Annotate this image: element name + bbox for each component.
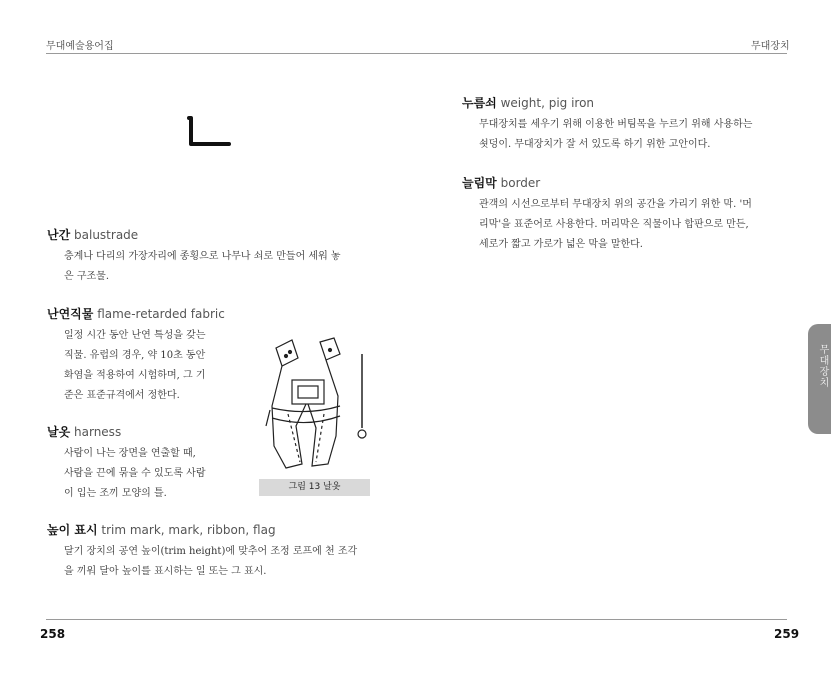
- definition-line: 을 끼워 달아 높이를 표시하는 일 또는 그 표시.: [64, 566, 267, 577]
- entry-english: balustrade: [74, 228, 139, 242]
- definition-line: 사람을 끈에 묶을 수 있도록 사람: [64, 468, 206, 479]
- entry-term: 늘림막: [462, 176, 497, 190]
- header-rule: [46, 53, 787, 54]
- definition-line: 쇳덩이. 무대장치가 잘 서 있도록 하기 위한 고안이다.: [479, 139, 711, 150]
- entry-harness: [47, 424, 257, 504]
- harness-illustration: [262, 336, 372, 478]
- entry-definition: [479, 115, 792, 155]
- definition-line: 일정 시간 동안 난연 특성을 갖는: [64, 330, 206, 341]
- entry-english: weight, pig iron: [500, 96, 595, 110]
- section-thumb-tab[interactable]: [808, 324, 831, 434]
- entry-term: 날옷: [47, 425, 71, 439]
- definition-line: 화염을 적용하여 시험하며, 그 기: [64, 370, 206, 381]
- page-number-right: 259: [774, 627, 800, 641]
- entry-trim-mark: [47, 522, 387, 582]
- entry-definition: [64, 247, 377, 287]
- chapter-letter-nieun: [183, 112, 237, 152]
- footer-rule: [46, 619, 787, 620]
- entry-definition: [64, 326, 257, 406]
- definition-line: 리막'을 표준어로 사용한다. 머리막은 직물이나 합판으로 만든,: [479, 219, 749, 230]
- entry-border: [462, 175, 792, 255]
- entry-english: trim mark, mark, ribbon, flag: [101, 523, 276, 537]
- entry-definition: [64, 542, 387, 582]
- definition-line: 무대장치를 세우기 위해 이용한 버팀목을 누르기 위해 사용하는: [479, 119, 753, 130]
- definition-line: 세로가 짧고 가로가 넓은 막을 말한다.: [479, 239, 643, 250]
- definition-line: 직물. 유럽의 경우, 약 10초 동안: [64, 350, 206, 361]
- definition-line: 사람이 나는 장면을 연출할 때,: [64, 448, 196, 459]
- entry-term: 난간: [47, 228, 71, 242]
- definition-line: 은 구조물.: [64, 271, 109, 282]
- definition-line: 층계나 다리의 가장자리에 종횡으로 나무나 쇠로 만들어 세워 놓: [64, 251, 341, 262]
- definition-line: 준은 표준규격에서 정한다.: [64, 390, 180, 401]
- definition-line: 이 입는 조끼 모양의 틀.: [64, 488, 167, 499]
- section-tab-label: 무대장치: [817, 344, 828, 388]
- entry-english: harness: [74, 425, 122, 439]
- entry-english: border: [500, 176, 541, 190]
- page-number-left: 258: [40, 627, 66, 641]
- entry-flame-retarded-fabric: [47, 306, 257, 406]
- definition-line: 관객의 시선으로부터 무대장치 위의 공간을 가리기 위한 막. '머: [479, 199, 752, 210]
- running-header-left: 무대예술용어집: [46, 41, 114, 52]
- entry-term: 누름쇠: [462, 96, 497, 110]
- figure-caption: 그림 13 날옷: [259, 479, 370, 496]
- definition-line: 달기 장치의 공연 높이(trim height)에 맞추어 조정 로프에 천 조각: [64, 546, 358, 557]
- entry-term: 난연직물: [47, 307, 94, 321]
- entry-definition: [479, 195, 792, 255]
- running-header-right: 무대장치: [751, 41, 790, 52]
- entry-balustrade: [47, 227, 377, 287]
- entry-term: 높이 표시: [47, 523, 98, 537]
- entry-english: flame-retarded fabric: [97, 307, 225, 321]
- entry-weight-pig-iron: [462, 95, 792, 155]
- entry-definition: [64, 444, 257, 504]
